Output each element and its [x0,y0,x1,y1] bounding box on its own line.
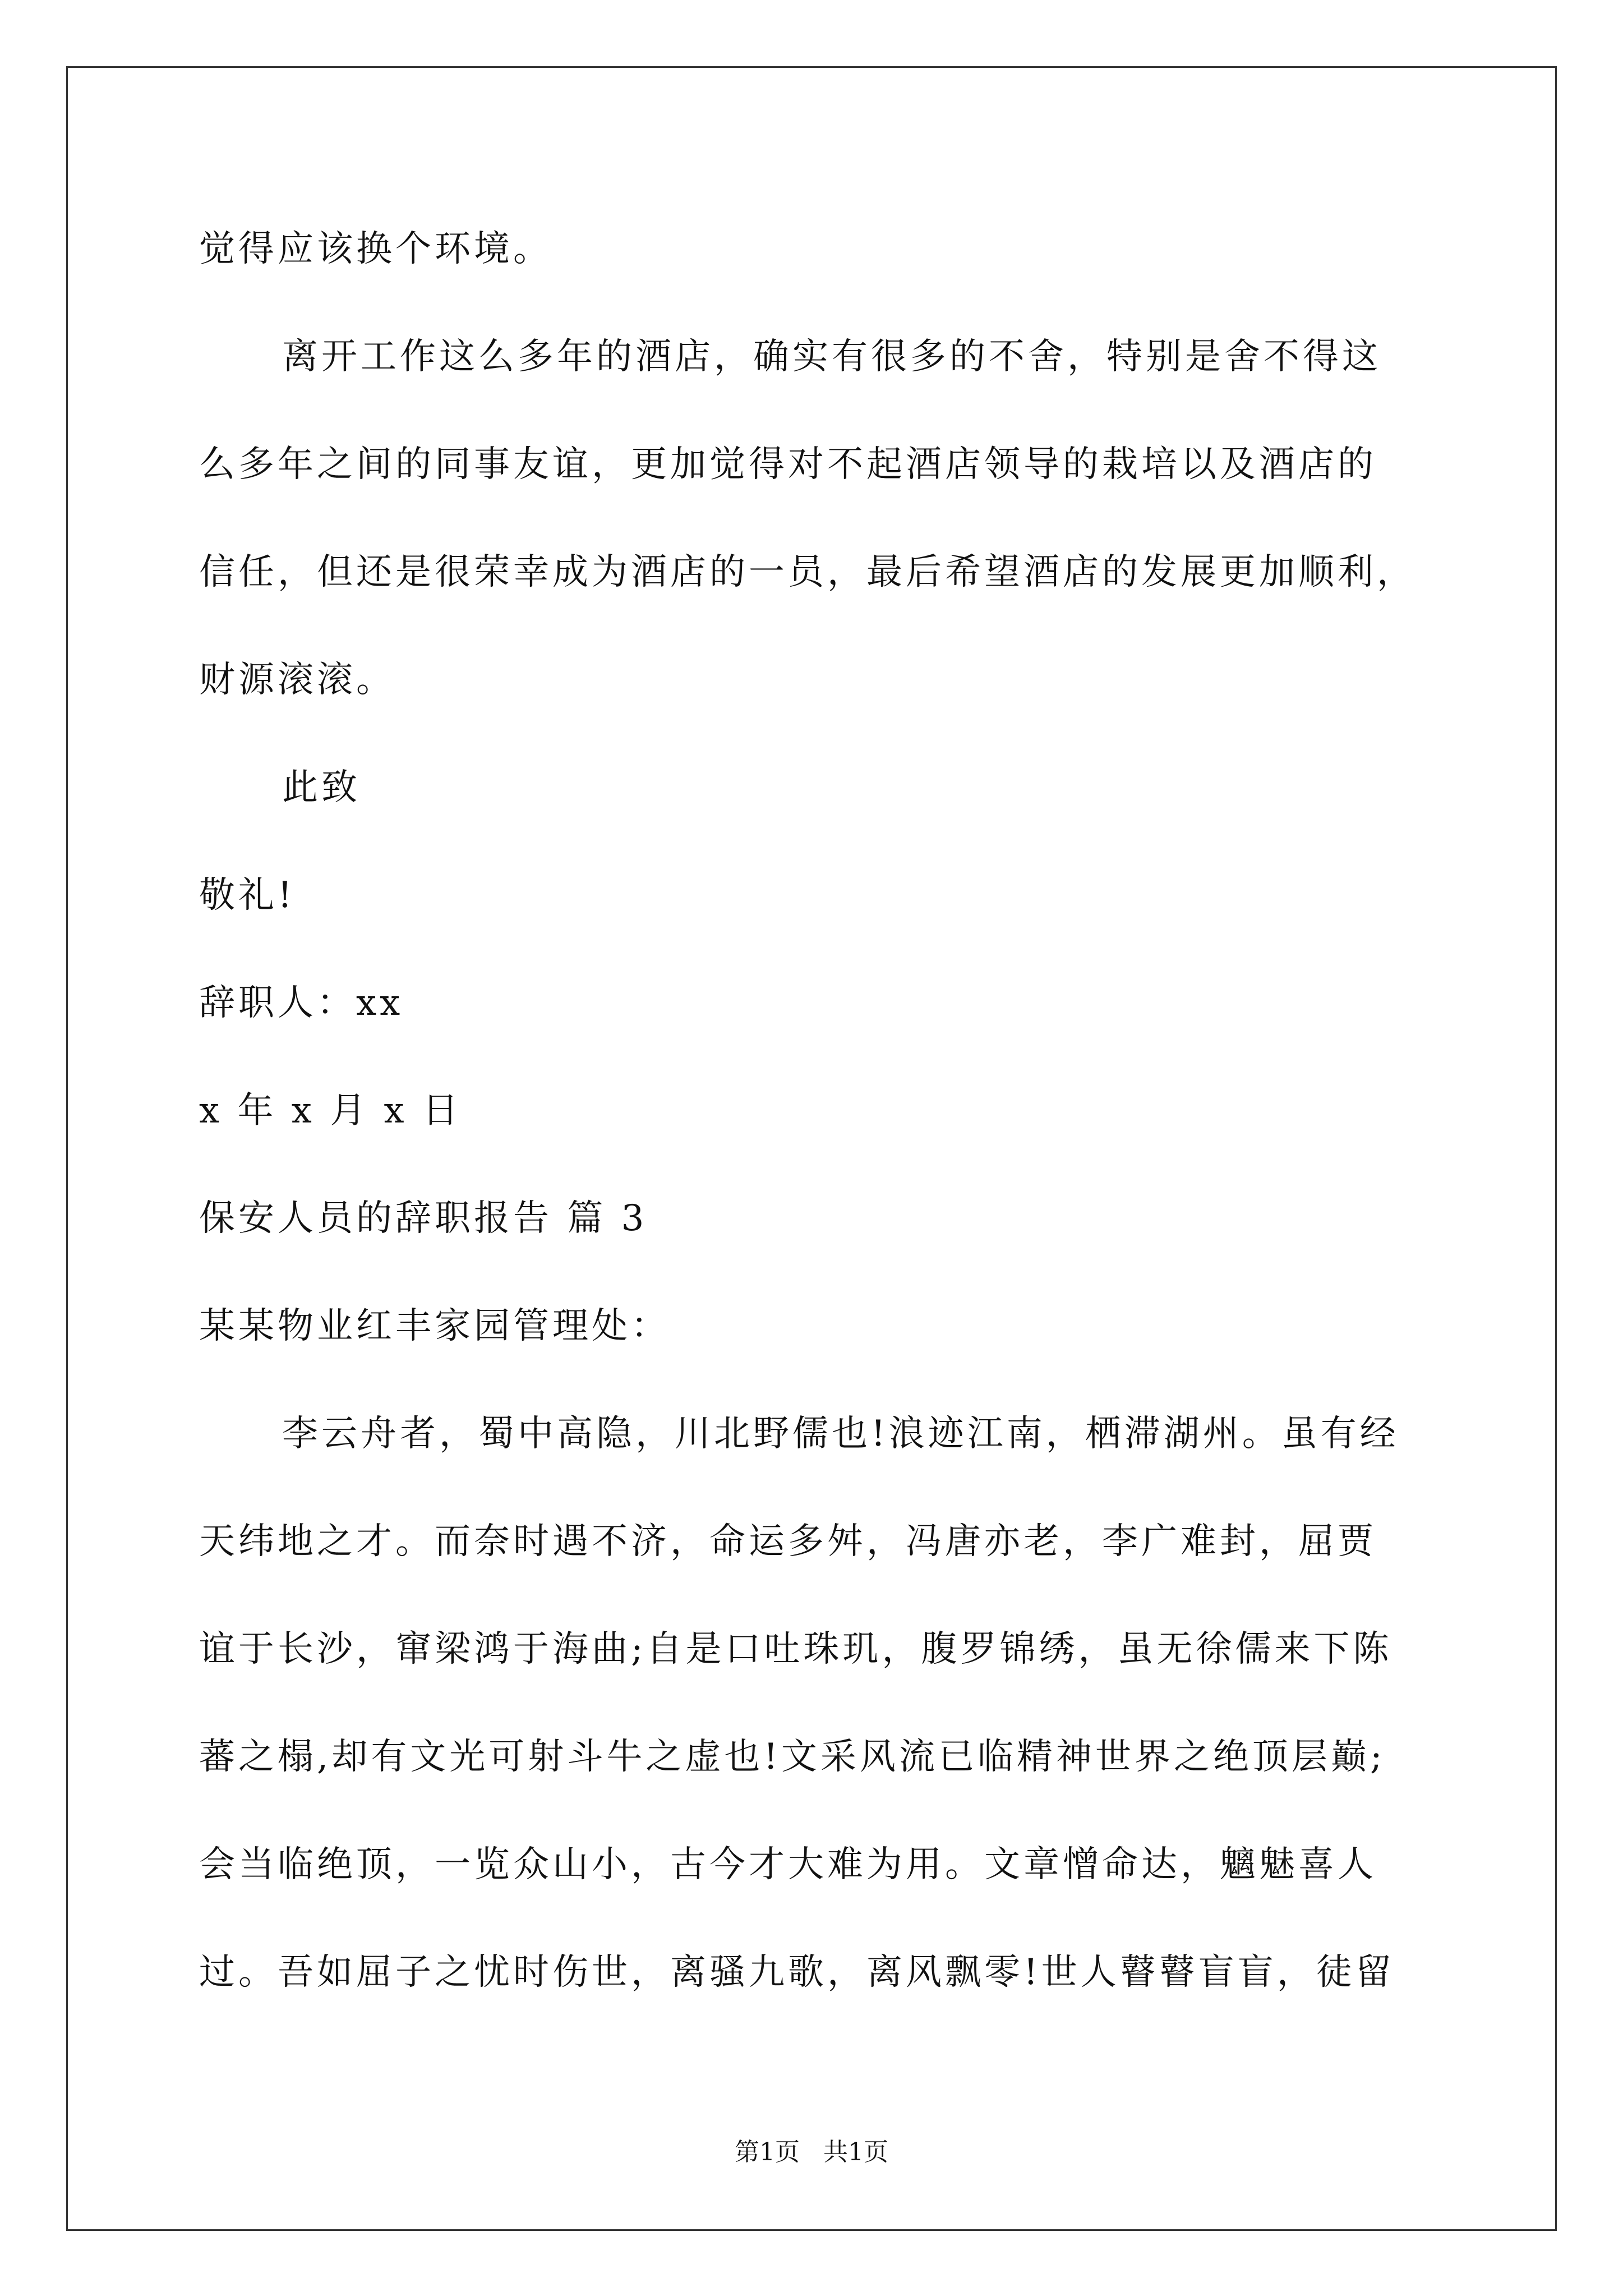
page-border [66,66,1557,2231]
text-line-14: 谊于长沙，窜梁鸿于海曲;自是口吐珠玑，腹罗锦绣，虽无徐儒来下陈 [199,1628,1393,1670]
addressee-line: 某某物业红丰家园管理处： [199,1305,670,1347]
closing-salutation: 此致 [282,767,361,808]
date-line: x 年 x 月 x 日 [199,1090,462,1131]
text-line-3: 么多年之间的同事友谊，更加觉得对不起酒店领导的栽培以及酒店的 [199,444,1377,485]
closing-regards: 敬礼! [199,875,296,916]
text-line-12: 李云舟者，蜀中高隐，川北野儒也!浪迹江南，栖滞湖州。虽有经 [282,1413,1399,1455]
text-line-13: 天纬地之才。而奈时遇不济，命运多舛，冯唐亦老，李广难封，屈贾 [199,1521,1377,1562]
text-line-5: 财源滚滚。 [199,659,395,701]
text-line-4: 信任，但还是很荣幸成为酒店的一员，最后希望酒店的发展更加顺利， [199,551,1416,593]
text-line-1: 觉得应该换个环境。 [199,228,552,270]
text-line-15: 蕃之榻,却有文光可射斗牛之虚也!文采风流已临精神世界之绝顶层巅; [199,1736,1386,1778]
text-line-17: 过。吾如屈子之忧时伤世，离骚九歌，离风飘零!世人瞽瞽盲盲，徒留 [199,1952,1395,1993]
page-footer: 第1页 共1页 [735,2138,888,2166]
section-heading: 保安人员的辞职报告 篇 3 [199,1198,648,1239]
text-line-16: 会当临绝顶，一览众山小，古今才大难为用。文章憎命达，魑魅喜人 [199,1844,1377,1885]
text-line-2: 离开工作这么多年的酒店，确实有很多的不舍，特别是舍不得这 [282,336,1381,378]
signature-line: 辞职人：xx [199,982,404,1024]
